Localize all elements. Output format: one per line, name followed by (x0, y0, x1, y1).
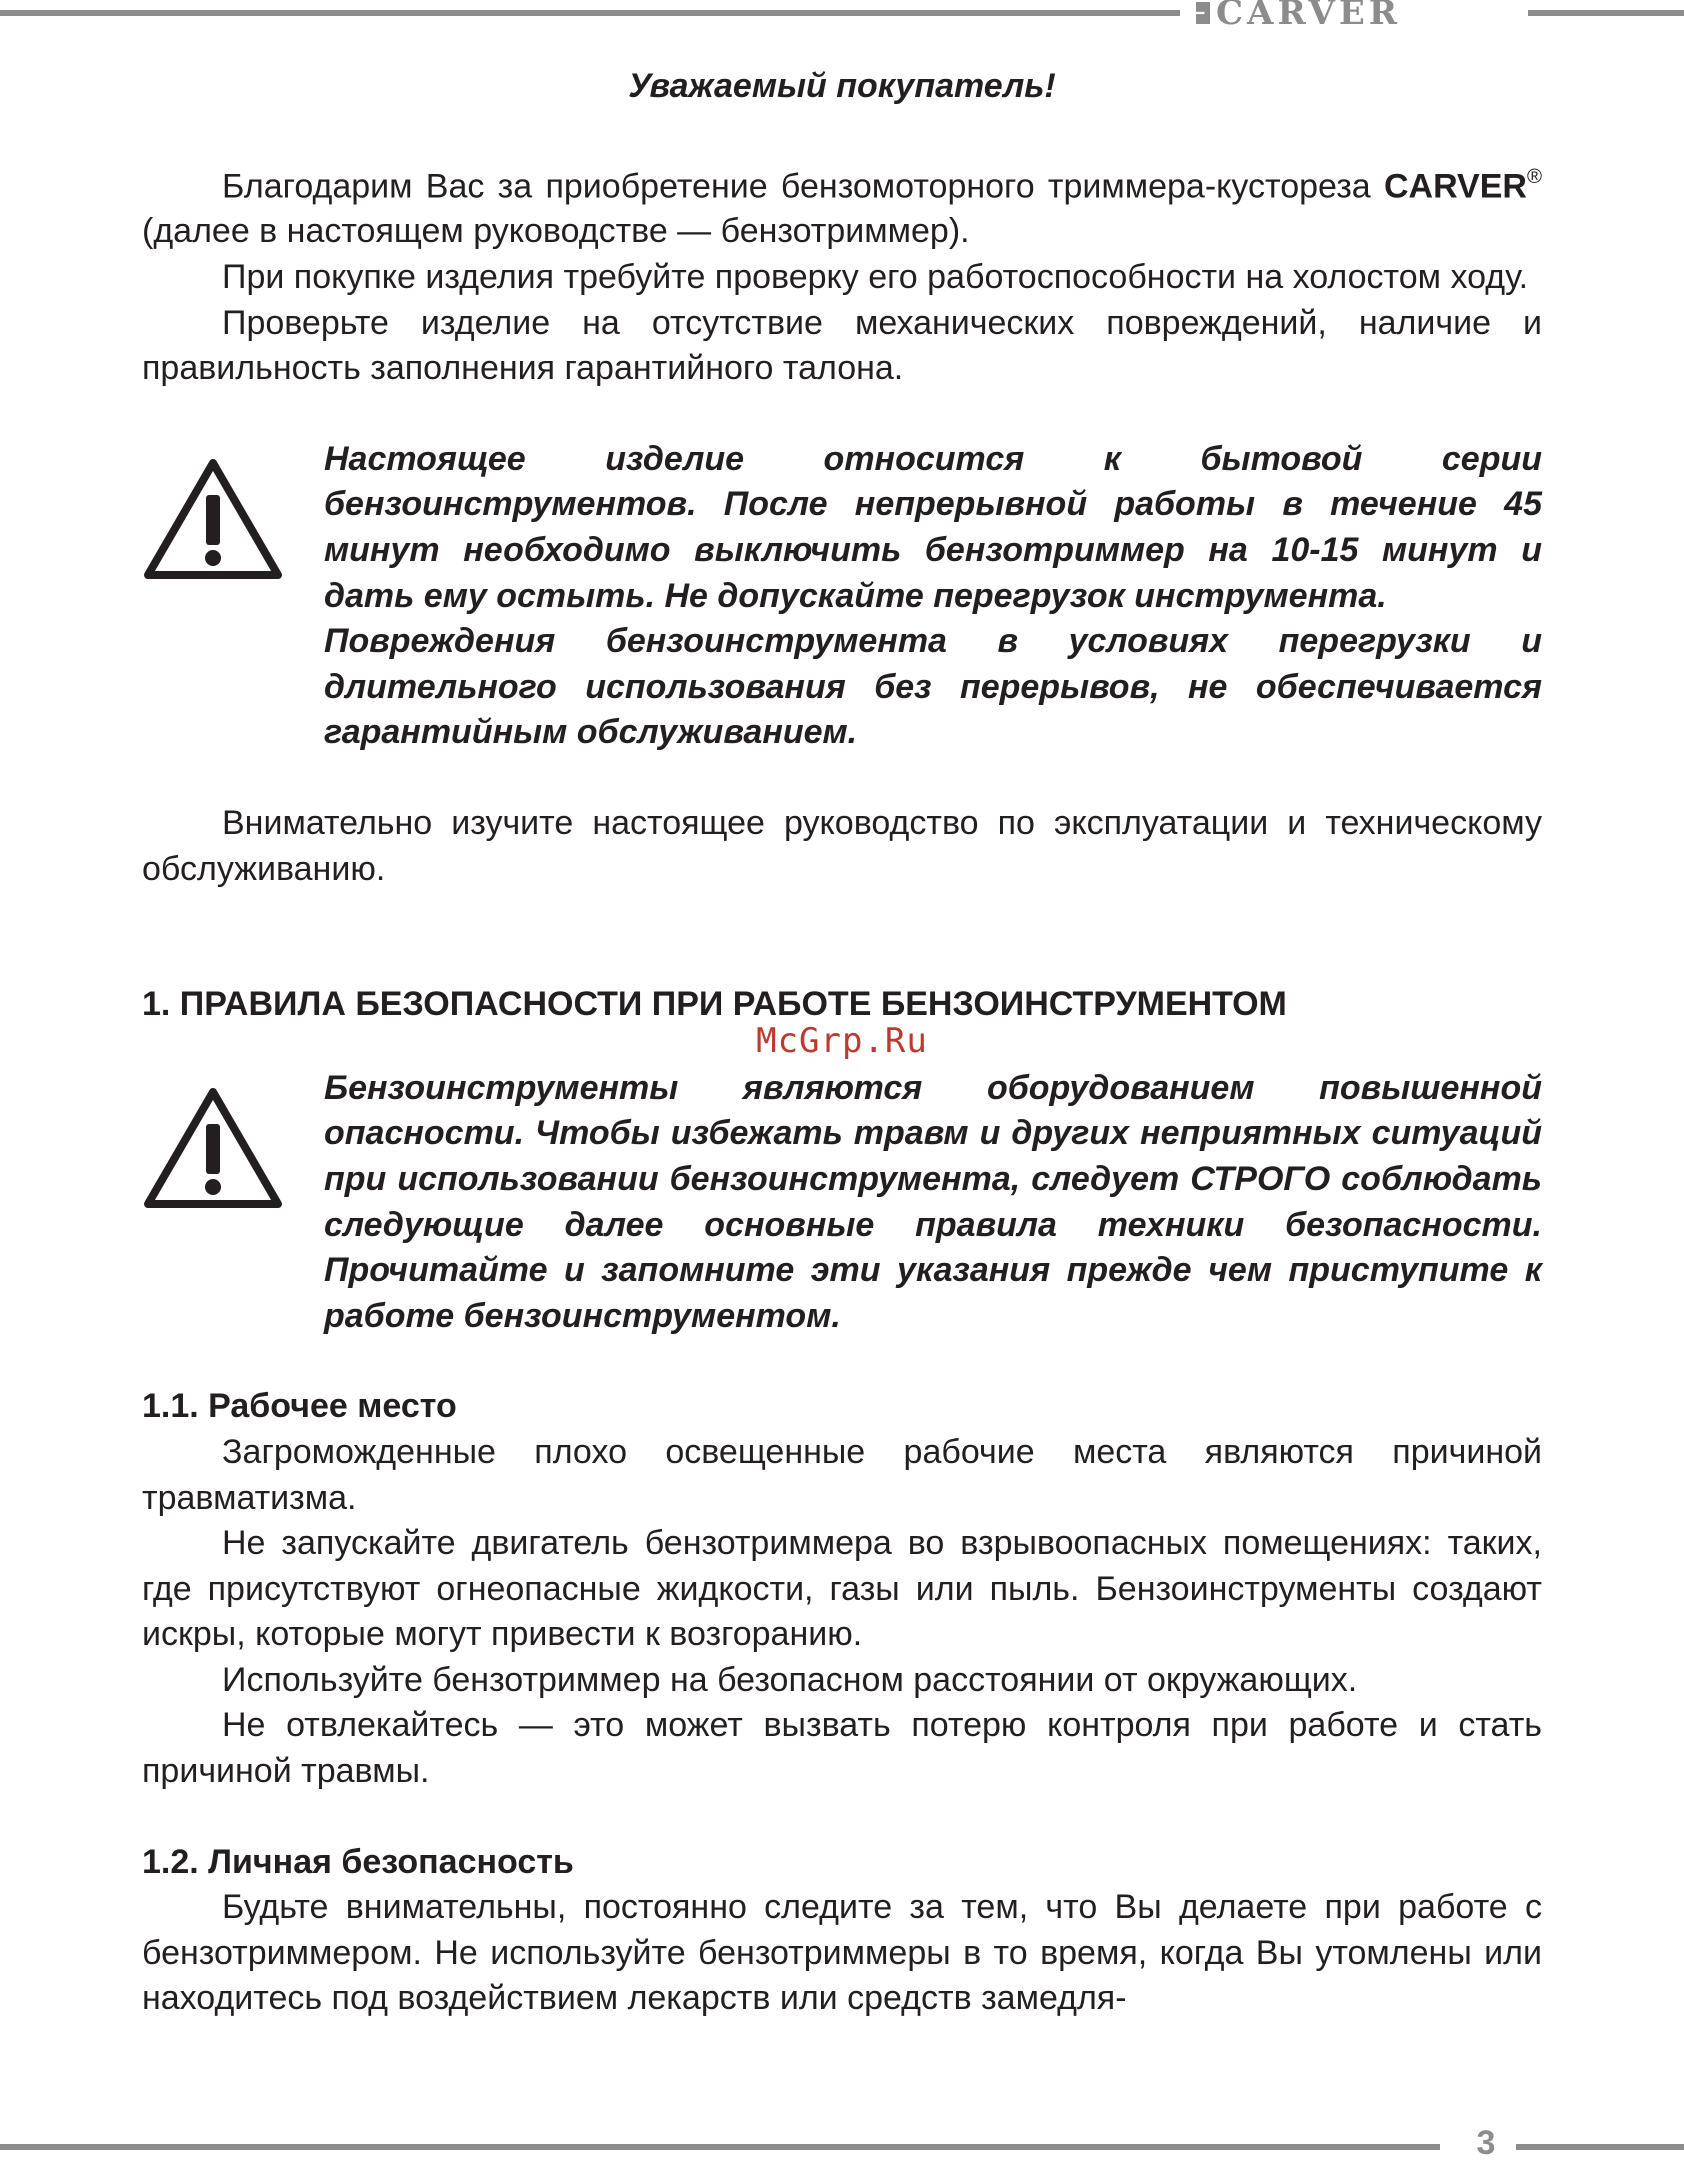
section-heading-1: 1. ПРАВИЛА БЕЗОПАСНОСТИ ПРИ РАБОТЕ БЕНЗОИНСТРУМЕНТОМ (142, 985, 1287, 1024)
footer-rule-right (1516, 2144, 1684, 2150)
intro-p1-after: (далее в настоящем руководстве — бензотриммер). (142, 212, 970, 251)
warning-triangle-icon (142, 1086, 284, 1212)
subsection-1-2-paragraph-1: Будьте внимательны, постоянно следите за тем, что Вы делаете при работе с бензотриммером. Не используйте бензотриммеры в то время, когда Вы утомлены или находитесь под воздействием лекарств или средств замедля- (142, 1888, 1542, 2018)
carver-logo (1196, 0, 1402, 33)
subsection-heading-1-1: 1.1. Рабочее место (142, 1387, 457, 1426)
warning-block-2 (142, 1066, 1542, 1340)
intro-paragraph-1 (142, 155, 1542, 255)
subsection-1-1-paragraph-2: Не запускайте двигатель бензотриммера во взрывоопасных помещениях: таких, где присутствуют огнеопасные жидкости, газы или пыль. Бензоинструменты создают искры, которые могут привести к возгоранию. (142, 1524, 1542, 1654)
warning-block-1 (142, 437, 1542, 756)
registered-mark: ® (1526, 165, 1542, 188)
intro-paragraph-2: При покупке изделия требуйте проверку его работоспособности на холостом ходу. (222, 258, 1529, 297)
page-content (142, 64, 1542, 2022)
intro-p1-before: Благодарим Вас за приобретение бензомоторного триммера-кустореза (222, 166, 1384, 205)
brand-inline: CARVER (1384, 166, 1527, 205)
subsection-1-1-paragraph-1: Загроможденные плохо освещенные рабочие места являются причиной травматизма. (142, 1432, 1542, 1517)
warning-triangle-icon (142, 457, 284, 583)
subsection-1-1-paragraph-4: Не отвлекайтесь — это может вызвать потерю контроля при работе и стать причиной травмы. (142, 1706, 1542, 1791)
warning-text-1 (324, 437, 1542, 756)
subsection-1-1-paragraph-3: Используйте бензотриммер на безопасном расстоянии от окружающих. (222, 1660, 1358, 1699)
study-manual-paragraph: Внимательно изучите настоящее руководство по эксплуатации и техническому обслуживанию. (142, 803, 1542, 888)
subsection-heading-1-2: 1.2. Личная безопасность (142, 1842, 574, 1881)
watermark: McGrp.Ru (756, 1020, 928, 1061)
header-rule-right (1528, 10, 1684, 16)
page-title: Уважаемый покупатель! (628, 67, 1056, 105)
intro-paragraph-3: Проверьте изделие на отсутствие механических повреждений, наличие и правильность заполнения гарантийного талона. (142, 303, 1542, 388)
page-number: 3 (1476, 2124, 1496, 2162)
warning-text-2: Бензоинструменты являются оборудованием повышенной опасности. Чтобы избежать травм и других неприятных ситуаций при использовании бензоинструмента, следует СТРОГО соблюдать следующие далее основные правила техники безопасности. Прочитайте и запомните эти указания прежде чем приступите к работе бензоинструментом. (324, 1068, 1542, 1335)
carver-logo-icon (1196, 2, 1210, 24)
footer-rule (0, 2144, 1440, 2150)
header-rule (0, 10, 1180, 16)
warning-text-1-line-2: Повреждения бензоинструмента в условиях перегрузки и длительного использования без перерывов, не обеспечивается гарантийным обслуживанием. (324, 622, 1542, 752)
warning-text-1-line-1: Настоящее изделие относится к бытовой серии бензоинструментов. После непрерывной работы в течение 45 минут необходимо выключить бензотриммер на 10-15 минут и дать ему остыть. Не допускайте перегрузок инструмента. (324, 439, 1542, 615)
brand-name: CARVER (1216, 0, 1402, 33)
